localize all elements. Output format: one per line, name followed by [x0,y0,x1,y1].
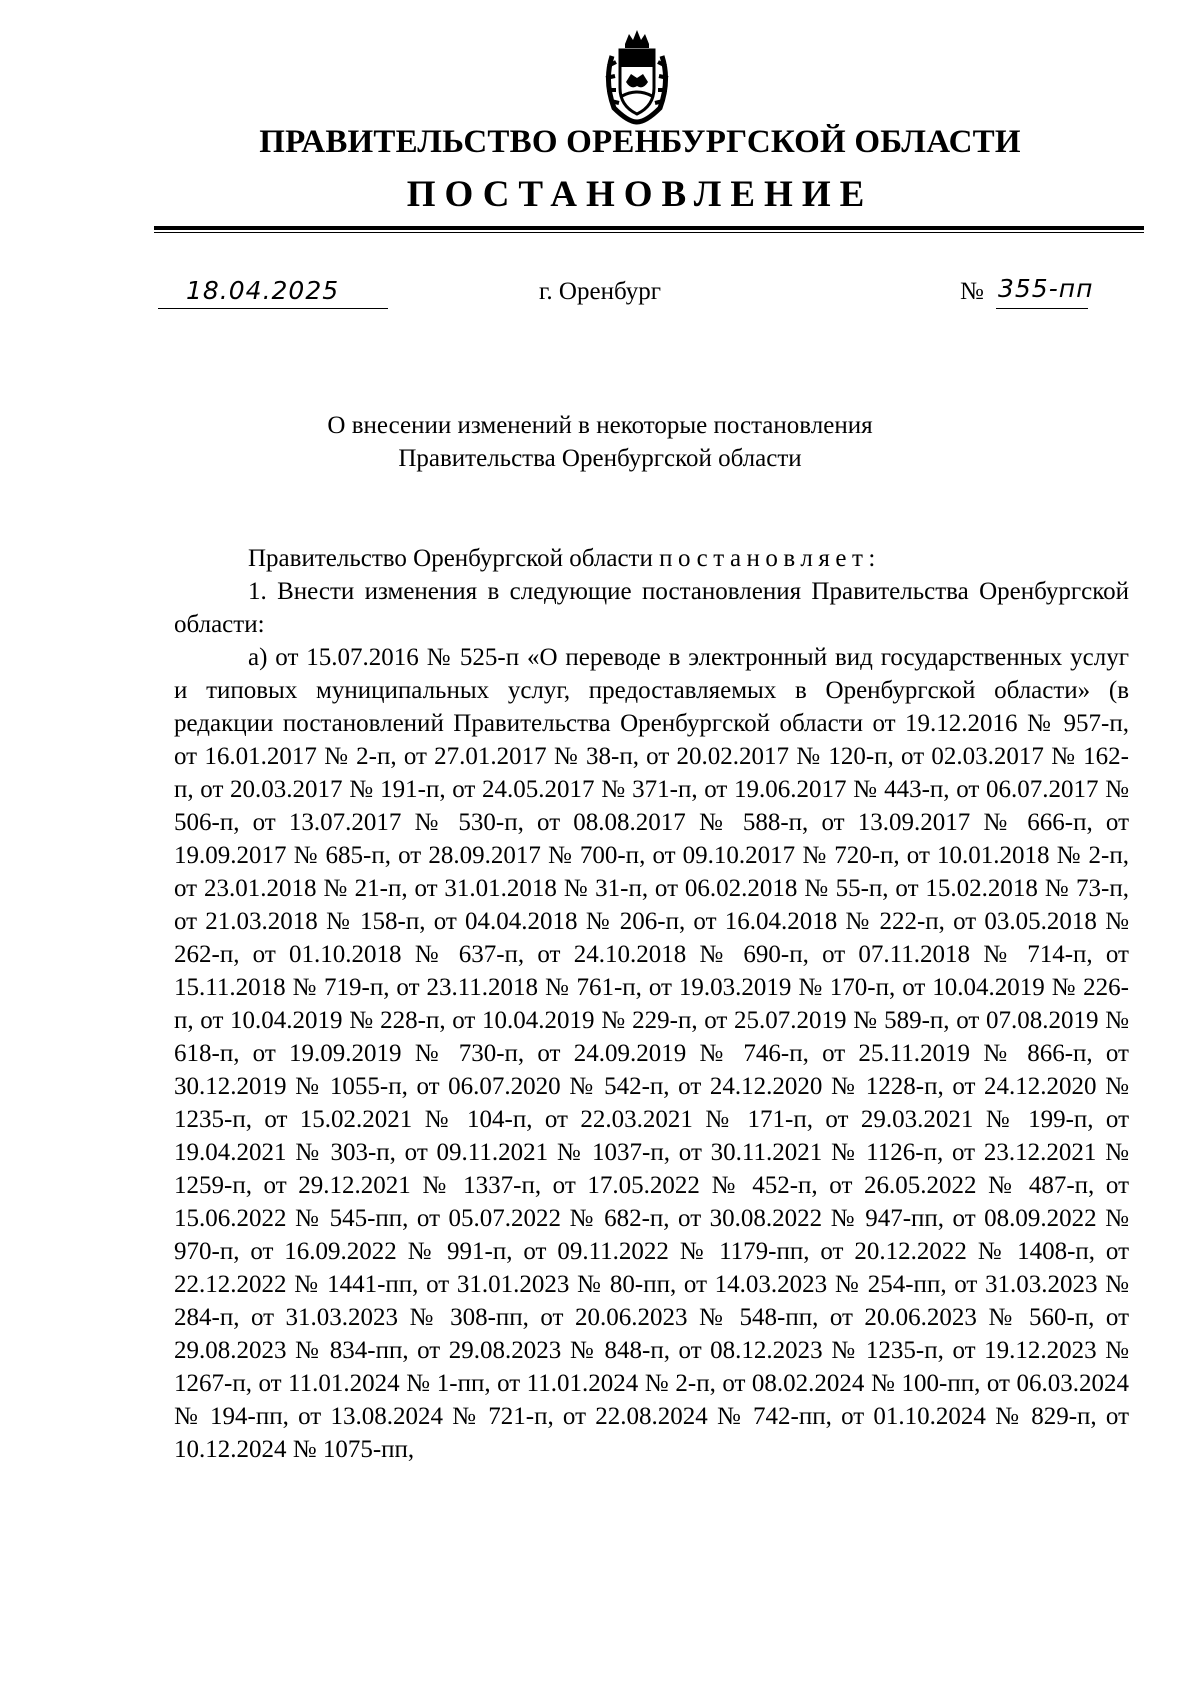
preamble-verb: постановляет: [659,545,881,572]
item-1: 1. Внести изменения в следующие постановления Правительства Оренбургской области: [174,578,1129,638]
date-underline [158,308,388,309]
preamble [174,542,1129,575]
number-label: № [960,278,984,305]
preamble-prefix: Правительство Оренбургской области [248,545,653,572]
coat-of-arms-icon [598,26,676,126]
header-rule-thick [154,226,1144,230]
document-subject [0,409,1200,475]
number-value: 355-пп [998,274,1094,303]
date-value: 18.04.2025 [186,276,340,305]
subject-line-1: О внесении изменений в некоторые постановления [327,412,873,439]
document-type: ПОСТАНОВЛЕНИЕ [406,174,874,215]
item-1a: а) от 15.07.2016 № 525-п «О переводе в электронный вид государственных услуг и типовых муниципальных услуг, предоставляемых в Оренбургской области» (в редакции постановлений Правительства Оренбургской области от 19.12.2016 № 957-п, от 16.01.2017 № 2-п, от 27.01.2017 № 38-п, от 20.02.2017 № 120-п, от 02.03.2017 № 162-п, от 20.03.2017 № 191-п, от 24.05.2017 № 371-п, от 19.06.2017 № 443-п, от 06.07.2017 № 506-п, от 13.07.2017 № 530-п, от 08.08.2017 № 588-п, от 13.09.2017 № 666-п, от 19.09.2017 № 685-п, от 28.09.2017 № 700-п, от 09.10.2017 № 720-п, от 10.01.2018 № 2-п, от 23.01.2018 № 21-п, от 31.01.2018 № 31-п, от 06.02.2018 № 55-п, от 15.02.2018 № 73-п, от 21.03.2018 № 158-п, от 04.04.2018 № 206-п, от 16.04.2018 № 222-п, от 03.05.2018 № 262-п, от 01.10.2018 № 637-п, от 24.10.2018 № 690-п, от 07.11.2018 № 714-п, от 15.11.2018 № 719-п, от 23.11.2018 № 761-п, от 19.03.2019 № 170-п, от 10.04.2019 № 226-п, от 10.04.2019 № 228-п, от 10.04.2019 № 229-п, от 25.07.2019 № 589-п, от 07.08.2019 № 618-п, от 19.09.2019 № 730-п, от 24.09.2019 № 746-п, от 25.11.2019 № 866-п, от 30.12.2019 № 1055-п, от 06.07.2020 № 542-п, от 24.12.2020 № 1228-п, от 24.12.2020 № 1235-п, от 15.02.2021 № 104-п, от 22.03.2021 № 171-п, от 29.03.2021 № 199-п, от 19.04.2021 № 303-п, от 09.11.2021 № 1037-п, от 30.11.2021 № 1126-п, от 23.12.2021 № 1259-п, от 29.12.2021 № 1337-п, от 17.05.2022 № 452-п, от 26.05.2022 № 487-п, от 15.06.2022 № 545-пп, от 05.07.2022 № 682-п, от 30.08.2022 № 947-пп, от 08.09.2022 № 970-п, от 16.09.2022 № 991-п, от 09.11.2022 № 1179-пп, от 20.12.2022 № 1408-п, от 22.12.2022 № 1441-пп, от 31.01.2023 № 80-пп, от 14.03.2023 № 254-пп, от 31.03.2023 № 284-п, от 31.03.2023 № 308-пп, от 20.06.2023 № 548-пп, от 20.06.2023 № 560-п, от 29.08.2023 № 834-пп, от 29.08.2023 № 848-п, от 08.12.2023 № 1235-п, от 19.12.2023 № 1267-п, от 11.01.2024 № 1-пп, от 11.01.2024 № 2-п, от 08.02.2024 № 100-пп, от 06.03.2024 № 194-пп, от 13.08.2024 № 721-п, от 22.08.2024 № 742-пп, от 01.10.2024 № 829-п, от 10.12.2024 № 1075-пп, [174,644,1129,1463]
document-body [174,542,1129,1466]
organization-name: ПРАВИТЕЛЬСТВО ОРЕНБУРГСКОЙ ОБЛАСТИ [259,124,1021,160]
subject-line-2: Правительства Оренбургской области [398,445,802,472]
number-underline [996,308,1088,309]
city: г. Оренбург [539,278,661,305]
header-rule-thin [154,232,1144,233]
